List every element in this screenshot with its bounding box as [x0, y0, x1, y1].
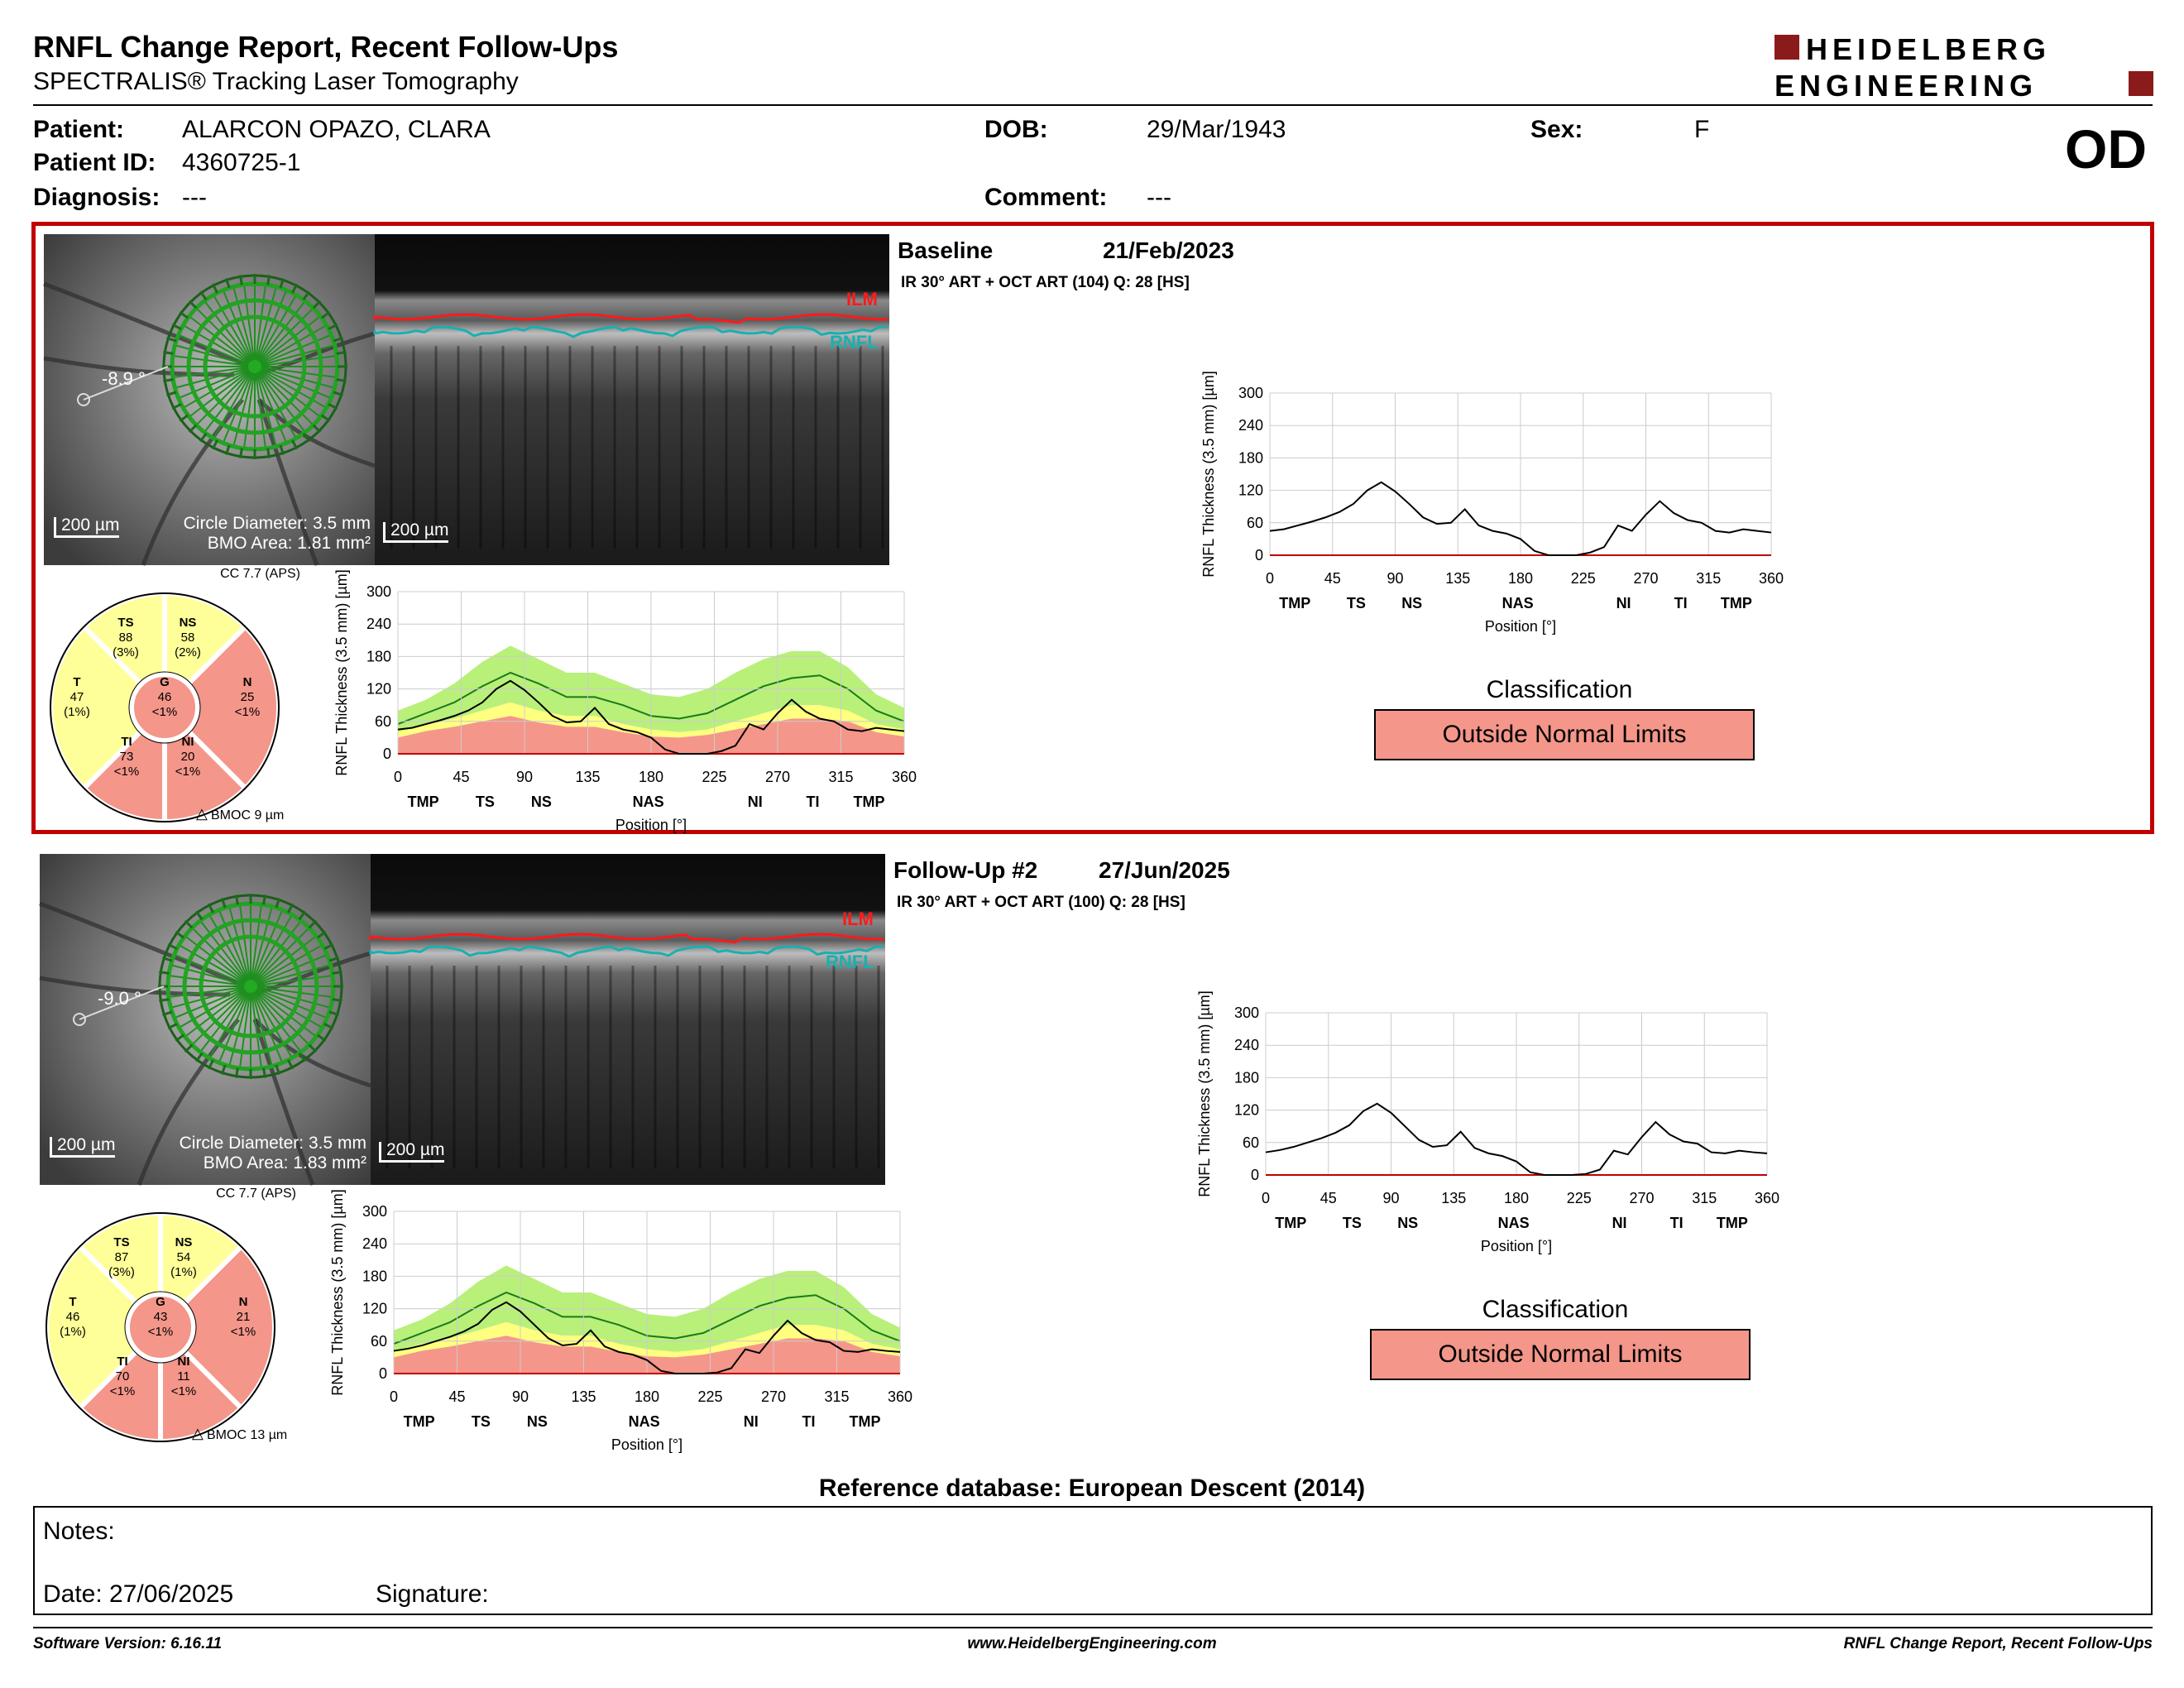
fundus-scale-label: 200 µm [54, 517, 119, 538]
svg-text:HEIDELBERG: HEIDELBERG [1806, 32, 2052, 66]
ilm-layer-label: ILM [846, 289, 878, 309]
sector-ts-label: TS [117, 616, 134, 630]
sex-label: Sex: [1530, 116, 1583, 143]
comment-label: Comment: [984, 184, 1108, 211]
region-label: NAS [1502, 595, 1534, 611]
y-tick-label: 60 [1246, 514, 1263, 531]
x-tick-label: 0 [393, 769, 403, 785]
sector-ts-pct: (3%) [108, 1265, 135, 1279]
sector-ns-label: NS [175, 1235, 193, 1249]
norm-thickness-chart [327, 569, 917, 842]
x-tick-label: 225 [702, 769, 727, 785]
delta-icon: △ [196, 805, 208, 822]
reference-database: Reference database: European Descent (2014) [818, 1475, 1366, 1502]
cc-label: CC 7.7 (APS) [216, 1187, 296, 1201]
classification-result: Outside Normal Limits [1374, 709, 1755, 760]
fundus-angle-label: -9.0 ° [98, 988, 141, 1009]
classification-label: Classification [1482, 1296, 1629, 1323]
region-label: TI [1674, 595, 1688, 611]
scan-info: IR 30° ART + OCT ART (100) Q: 28 [HS] [897, 894, 1185, 911]
sector-ti-pct: <1% [113, 765, 140, 779]
comment-value: --- [1147, 184, 1171, 211]
y-tick-label: 120 [1238, 482, 1263, 499]
classification-result: Outside Normal Limits [1370, 1329, 1751, 1380]
x-tick-label: 225 [697, 1388, 723, 1405]
y-tick-label: 120 [1233, 1101, 1259, 1119]
x-tick-label: 0 [1261, 1190, 1271, 1206]
sector-ns-value: 54 [176, 1250, 191, 1264]
x-tick-label: 315 [828, 769, 854, 785]
sector-ts-value: 87 [114, 1250, 129, 1264]
rnfl-layer-label: RNFL [830, 332, 879, 352]
region-label: TS [475, 794, 495, 810]
x-axis-label: Position [°] [1484, 618, 1557, 635]
sector-t-pct: (1%) [60, 1325, 86, 1339]
y-tick-label: 240 [366, 616, 391, 633]
oct-bscan-image [371, 854, 885, 1185]
exam-date: 27/Jun/2025 [1099, 857, 1230, 883]
delta-icon: △ [192, 1425, 204, 1441]
x-tick-label: 180 [634, 1388, 660, 1405]
svg-text:ENGINEERING: ENGINEERING [1774, 69, 2038, 103]
bmo-area-label: BMO Area: 1.83 mm² [203, 1153, 366, 1172]
sector-ni-value: 11 [177, 1369, 190, 1383]
patient-id-value: 4360725-1 [182, 149, 301, 176]
x-tick-label: 90 [515, 769, 534, 785]
x-tick-label: 315 [1692, 1190, 1717, 1206]
sector-ns-pct: (1%) [170, 1265, 197, 1279]
ilm-layer-label: ILM [842, 909, 874, 929]
norm-thickness-chart [323, 1189, 913, 1461]
sector-g-label: G [156, 1295, 165, 1309]
classification-label: Classification [1486, 676, 1633, 703]
exam-date: 21/Feb/2023 [1103, 237, 1234, 263]
x-axis-label: Position [°] [615, 817, 687, 833]
diagnosis-label: Diagnosis: [33, 184, 160, 211]
y-tick-label: 300 [366, 583, 391, 600]
x-tick-label: 45 [1324, 570, 1341, 587]
y-axis-label: RNFL Thickness (3.5 mm) [µm] [1196, 990, 1213, 1197]
sector-g-value: 46 [157, 690, 172, 704]
sector-g-value: 43 [153, 1310, 168, 1324]
x-tick-label: 270 [1633, 570, 1659, 587]
sector-ni-pct: <1% [175, 765, 201, 779]
footer-rule [33, 1627, 2153, 1628]
patient-label: Patient: [33, 116, 125, 143]
dob-value: 29/Mar/1943 [1147, 116, 1286, 143]
x-tick-label: 315 [824, 1388, 850, 1405]
x-tick-label: 90 [511, 1388, 529, 1405]
sector-t-label: T [69, 1295, 77, 1309]
x-tick-label: 180 [1507, 570, 1534, 587]
sector-n-label: N [242, 675, 252, 689]
sector-ti-label: TI [117, 1355, 128, 1369]
sector-g-pct: <1% [147, 1325, 174, 1339]
y-tick-label: 60 [370, 1332, 387, 1350]
y-tick-label: 0 [382, 746, 391, 762]
region-label: TI [802, 1413, 816, 1430]
sector-ni-pct: <1% [170, 1384, 197, 1398]
scan-info: IR 30° ART + OCT ART (104) Q: 28 [HS] [901, 274, 1190, 291]
sector-ni-value: 20 [180, 750, 195, 764]
region-label: NAS [628, 1413, 660, 1430]
y-tick-label: 180 [1233, 1069, 1259, 1086]
oct-bscan-image [375, 234, 889, 565]
y-tick-label: 0 [1254, 547, 1263, 563]
region-label: TI [1669, 1215, 1684, 1231]
x-tick-label: 270 [764, 769, 791, 785]
notes-label: Notes: [43, 1518, 115, 1545]
region-label: NI [747, 794, 763, 810]
region-label: TMP [1275, 1215, 1307, 1231]
x-tick-label: 135 [571, 1388, 596, 1405]
x-tick-label: 360 [887, 1388, 913, 1405]
y-tick-label: 240 [1238, 417, 1263, 434]
sector-ni-label: NI [181, 735, 194, 749]
dob-label: DOB: [984, 116, 1048, 143]
report-title: RNFL Change Report, Recent Follow-Ups [33, 30, 619, 64]
footer-report-name: RNFL Change Report, Recent Follow-Ups [1843, 1635, 2153, 1652]
sector-pie-chart [41, 583, 289, 832]
x-tick-label: 135 [575, 769, 601, 785]
y-axis-label: RNFL Thickness (3.5 mm) [µm] [333, 569, 350, 776]
baseline-panel [31, 222, 2154, 834]
x-tick-label: 0 [389, 1388, 399, 1405]
sector-ti-value: 73 [119, 750, 134, 764]
sector-n-value: 21 [236, 1310, 251, 1324]
y-tick-label: 180 [1238, 449, 1263, 467]
sector-ns-label: NS [179, 616, 197, 630]
sex-value: F [1694, 116, 1710, 143]
x-tick-label: 270 [760, 1388, 787, 1405]
circle-diameter-label: Circle Diameter: 3.5 mm [179, 1134, 366, 1153]
y-tick-label: 180 [362, 1268, 387, 1285]
sector-ts-label: TS [113, 1235, 130, 1249]
x-axis-label: Position [°] [611, 1436, 683, 1453]
y-tick-label: 0 [378, 1365, 387, 1382]
sector-ni-label: NI [177, 1355, 190, 1369]
region-label: NS [526, 1413, 548, 1430]
y-tick-label: 240 [362, 1235, 387, 1253]
x-tick-label: 135 [1445, 570, 1471, 587]
y-tick-label: 60 [1242, 1134, 1259, 1151]
region-label: TMP [407, 794, 439, 810]
sector-n-pct: <1% [230, 1325, 256, 1339]
diagnosis-value: --- [182, 184, 207, 211]
sector-t-value: 46 [65, 1310, 80, 1324]
region-label: NS [1397, 1215, 1419, 1231]
x-tick-label: 360 [1758, 570, 1784, 587]
sector-g-label: G [160, 675, 170, 689]
company-logo [1774, 31, 2155, 101]
header-rule [33, 104, 2153, 106]
y-tick-label: 300 [362, 1203, 387, 1220]
date-label: Date: 27/06/2025 [43, 1580, 234, 1608]
x-tick-label: 45 [453, 769, 470, 785]
sector-ns-pct: (2%) [175, 645, 201, 659]
x-tick-label: 360 [1754, 1190, 1780, 1206]
x-tick-label: 270 [1629, 1190, 1655, 1206]
sector-ti-value: 70 [115, 1369, 130, 1383]
region-label: TMP [403, 1413, 435, 1430]
patient-id-label: Patient ID: [33, 149, 156, 176]
software-version: Software Version: 6.16.11 [33, 1635, 223, 1652]
sector-t-label: T [73, 675, 81, 689]
website: www.HeidelbergEngineering.com [967, 1635, 1217, 1652]
x-tick-label: 90 [1382, 1190, 1400, 1206]
sector-t-value: 47 [69, 690, 84, 704]
oct-scale-label: 200 µm [383, 522, 448, 543]
x-tick-label: 360 [891, 769, 917, 785]
region-label: NS [530, 794, 552, 810]
y-tick-label: 120 [362, 1300, 387, 1317]
region-label: TMP [853, 794, 885, 810]
x-tick-label: 225 [1566, 1190, 1592, 1206]
sector-ns-value: 58 [180, 631, 195, 645]
sector-n-value: 25 [240, 690, 255, 704]
oct-scale-label: 200 µm [379, 1142, 444, 1163]
notes-box [33, 1506, 2153, 1615]
y-tick-label: 300 [1238, 385, 1263, 401]
thickness-profile-chart [1190, 990, 1785, 1263]
thickness-profile-chart [1194, 371, 1789, 643]
region-label: TMP [1279, 595, 1311, 611]
y-axis-label: RNFL Thickness (3.5 mm) [µm] [329, 1189, 346, 1396]
y-tick-label: 120 [366, 680, 391, 698]
region-label: NS [1401, 595, 1423, 611]
bmoc-label: BMOC 13 µm [207, 1428, 288, 1442]
y-axis-label: RNFL Thickness (3.5 mm) [µm] [1200, 371, 1217, 578]
region-label: NI [1616, 595, 1631, 611]
x-tick-label: 0 [1265, 570, 1275, 587]
x-tick-label: 315 [1696, 570, 1722, 587]
sector-g-pct: <1% [151, 705, 178, 719]
region-label: TS [471, 1413, 491, 1430]
y-tick-label: 240 [1233, 1037, 1259, 1054]
sector-ts-pct: (3%) [113, 645, 139, 659]
exam-name: Baseline [898, 237, 994, 263]
x-tick-label: 45 [1320, 1190, 1337, 1206]
y-tick-label: 0 [1250, 1167, 1259, 1183]
fundus-angle-label: -8.9 ° [102, 368, 146, 389]
y-tick-label: 180 [366, 648, 391, 665]
x-tick-label: 45 [448, 1388, 466, 1405]
patient-name: ALARCON OPAZO, CLARA [182, 116, 491, 143]
region-label: TI [806, 794, 820, 810]
sector-n-label: N [238, 1295, 248, 1309]
x-tick-label: 225 [1570, 570, 1596, 587]
region-label: TMP [1720, 595, 1752, 611]
eye-indicator: OD [2065, 118, 2147, 180]
x-tick-label: 90 [1387, 570, 1404, 587]
x-tick-label: 180 [638, 769, 664, 785]
y-tick-label: 60 [374, 712, 391, 730]
sector-ti-label: TI [121, 735, 132, 749]
sector-ts-value: 88 [118, 631, 133, 645]
sector-n-pct: <1% [234, 705, 261, 719]
region-label: TS [1346, 595, 1366, 611]
exam-name: Follow-Up #2 [893, 857, 1038, 883]
region-label: TMP [1716, 1215, 1748, 1231]
bmo-area-label: BMO Area: 1.81 mm² [207, 534, 371, 553]
y-tick-label: 300 [1233, 1005, 1259, 1021]
x-axis-label: Position [°] [1480, 1238, 1553, 1254]
region-label: NI [1612, 1215, 1627, 1231]
circle-diameter-label: Circle Diameter: 3.5 mm [183, 514, 371, 533]
signature-label: Signature: [376, 1580, 489, 1608]
sector-pie-chart [36, 1203, 288, 1451]
cc-label: CC 7.7 (APS) [220, 567, 300, 581]
region-label: NAS [1497, 1215, 1530, 1231]
region-label: NI [743, 1413, 759, 1430]
report-subtitle: SPECTRALIS® Tracking Laser Tomography [33, 68, 519, 95]
x-tick-label: 180 [1503, 1190, 1530, 1206]
bmoc-label: BMOC 9 µm [211, 808, 285, 822]
x-tick-label: 135 [1441, 1190, 1467, 1206]
sector-t-pct: (1%) [64, 705, 90, 719]
rnfl-layer-label: RNFL [826, 952, 874, 972]
region-label: TMP [849, 1413, 881, 1430]
region-label: TS [1342, 1215, 1362, 1231]
fundus-scale-label: 200 µm [50, 1137, 115, 1158]
region-label: NAS [632, 794, 664, 810]
sector-ti-pct: <1% [109, 1384, 136, 1398]
followup-panel [31, 846, 2154, 1458]
